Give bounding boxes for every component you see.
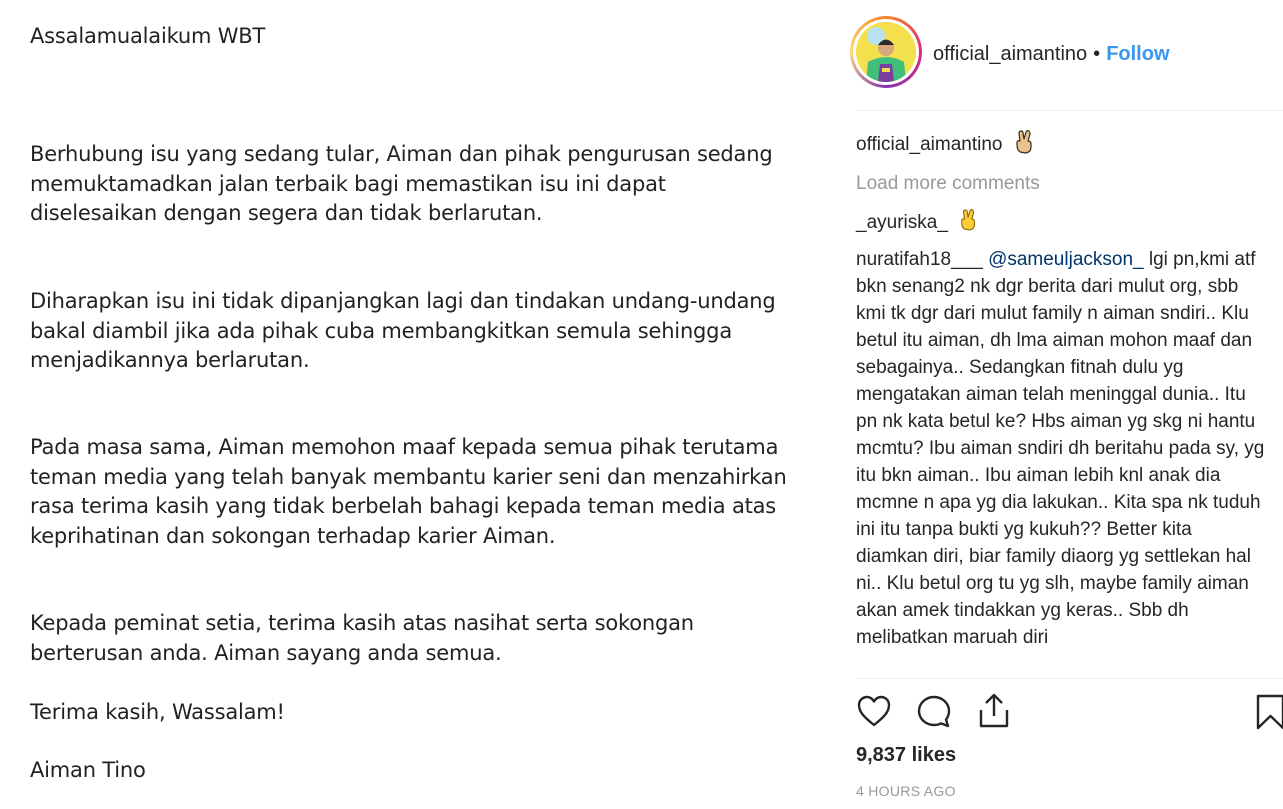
follow-button[interactable]: Follow — [1106, 43, 1170, 65]
comment-username[interactable]: _ayuriska_ — [856, 212, 948, 233]
header-user — [933, 42, 1170, 66]
header-divider — [856, 110, 1283, 111]
header-username[interactable]: official_aimantino — [933, 43, 1088, 65]
likes-count[interactable]: 9,837 likes — [856, 744, 957, 766]
caption-username[interactable]: official_aimantino — [856, 134, 1003, 155]
avatar-image — [856, 22, 916, 82]
statement-paragraph-4: Kepada peminat setia, terima kasih atas nasihat serta sokongan berterusan anda. Aiman sayang anda semua. — [30, 611, 694, 665]
actions-divider — [856, 678, 1283, 679]
comment-username[interactable]: nuratifah18___ — [856, 249, 983, 270]
statement-closing: Terima kasih, Wassalam! — [30, 700, 285, 724]
victory-hand-icon — [959, 208, 979, 232]
comment-mention-link[interactable]: @sameuljackson_ — [988, 249, 1144, 270]
statement-paragraph-1: Berhubung isu yang sedang tular, Aiman dan pihak pengurusan sedang memuktamadkan jalan terbaik bagi memastikan isu ini dapat diselesaikan dengan segera dan tidak berlarutan. — [30, 142, 773, 225]
statement-greeting: Assalamualaikum WBT — [30, 24, 266, 48]
comment-text: lgi pn,kmi atf bkn senang2 nk dgr berita dari mulut org, sbb kmi tk dgr dari mulut family n aiman sndiri.. Klu betul itu aiman, dh lma aiman mohon maaf dan sebagainya.. Sedangkan fitnah dulu yg mengatakan aiman telah meninggal dunia.. Itu pn nk kata betul ke? Hbs aiman yg skg ni hantu mcmtu? Ibu aiman sndiri dh beritahu pada sy, yg itu bkn aiman.. Ibu aiman lebih knl anak dia mcmne n apa yg dia lakukan.. Kita spa nk tuduh ini itu tanpa bukti yg kukuh?? Better kita diamkan diri, biar family diaorg yg settlekan hal ni.. Klu betul org tu yg slh, maybe family aiman akan amek tindakkan yg keras.. Sbb dh melibatkan maruah diri — [856, 249, 1265, 648]
header-separator: • — [1093, 43, 1101, 65]
load-more-comments-button[interactable]: Load more comments — [856, 173, 1040, 194]
heart-icon[interactable] — [856, 694, 892, 728]
bookmark-icon[interactable] — [1256, 694, 1283, 730]
post-sidebar — [838, 0, 1283, 809]
post-header — [838, 0, 1283, 110]
avatar[interactable] — [850, 16, 922, 88]
comment-item — [856, 208, 979, 236]
share-icon[interactable] — [976, 692, 1012, 730]
statement-paragraph-3: Pada masa sama, Aiman memohon maaf kepada semua pihak terutama teman media yang telah banyak membantu karier seni dan menzahirkan rasa terima kasih yang tidak berbelah bahagi kepada teman media atas keprihatinan dan sokongan terhadap karier Aiman. — [30, 435, 787, 548]
comment-icon[interactable] — [916, 694, 952, 730]
victory-hand-icon — [1014, 130, 1036, 154]
post-timestamp[interactable]: 4 HOURS AGO — [856, 783, 956, 799]
statement-signature: Aiman Tino — [30, 758, 146, 782]
statement-paragraph-2: Diharapkan isu ini tidak dipanjangkan lagi dan tindakan undang-undang bakal diambil jika ada pihak cuba membangkitkan semula sehingga menjadikannya berlarutan. — [30, 289, 776, 372]
caption — [856, 130, 1036, 158]
